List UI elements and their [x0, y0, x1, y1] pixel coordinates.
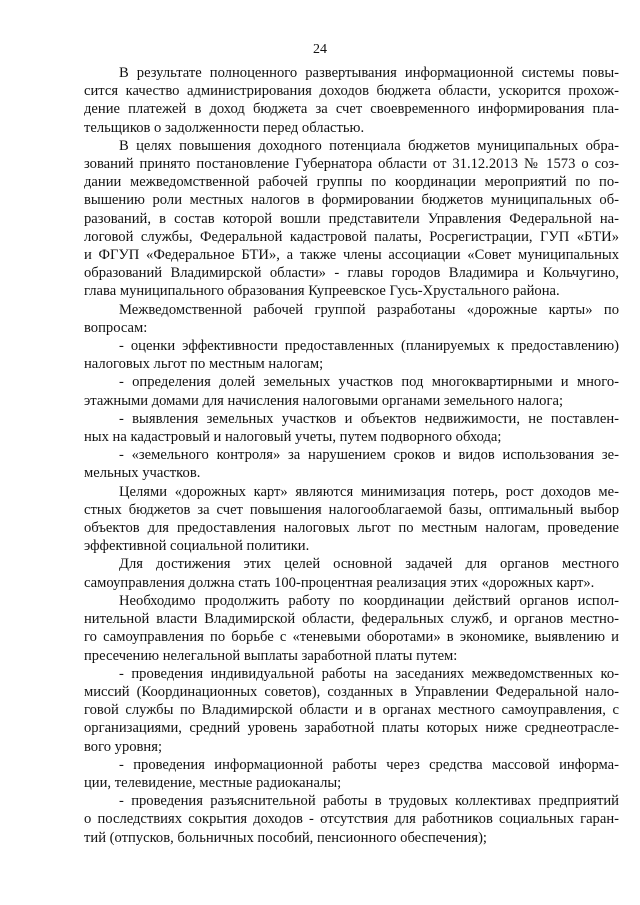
text-line: эффективной социальной политики. — [84, 538, 310, 555]
text-line: зований принято постановление Губернатора области от 31.12.2013 № 1573 о соз- — [84, 156, 619, 173]
text-line: нительной власти Владимирской области, федеральных служб, и органов местно- — [84, 611, 619, 628]
text-line: миссий (Координационных советов), созданных в Управлении Федеральной нало- — [84, 683, 619, 700]
paragraph — [84, 665, 619, 756]
text-line: вого уровня; — [84, 738, 163, 755]
text-line: - выявления земельных участков и объектов недвижимости, не поставлен- — [119, 410, 619, 427]
text-line: - оценки эффективности предоставленных (планируемых к предоставлению) — [119, 338, 619, 355]
text-line: го самоуправления по борьбе с «теневыми оборотами» в экономике, выявлению и — [84, 629, 619, 646]
text-line: и ФГУП «Федеральное БТИ», а также члены ассоциации «Совет муниципальных — [84, 247, 619, 264]
text-line: вопросам: — [84, 319, 148, 336]
page-number: 24 — [313, 42, 327, 57]
text-line: В целях повышения доходного потенциала бюджетов муниципальных обра- — [119, 137, 619, 154]
text-line: Межведомственной рабочей группой разработаны «дорожные карты» по — [119, 301, 619, 318]
text-line: тельщиков о задолженности перед областью. — [84, 119, 365, 136]
text-line: о последствиях сокрытия доходов - отсутствия для работников социальных гаран- — [84, 811, 619, 828]
text-line: пресечению нелегальной выплаты заработной платы путем: — [84, 647, 458, 664]
paragraph — [84, 555, 619, 591]
text-line: говой службы по Владимирской области и в органах местного самоуправления, с — [84, 702, 619, 719]
text-line: - «земельного контроля» за нарушением сроков и видов использования зе- — [119, 447, 619, 464]
text-line: Необходимо продолжить работу по координации действий органов испол- — [119, 592, 619, 609]
text-line: - проведения индивидуальной работы на заседаниях межведомственных ко- — [119, 665, 619, 682]
text-line: разований, в состав которой вошли представители Управления Федеральной на- — [84, 210, 619, 227]
text-line: Целями «дорожных карт» являются минимизация потерь, рост доходов ме- — [119, 483, 619, 500]
text-line: В результате полноценного развертывания информационной системы повы- — [119, 65, 619, 81]
text-line: - проведения информационной работы через средства массовой информа- — [119, 756, 619, 773]
text-line: тий (отпусков, больничных пособий, пенсионного обеспечения); — [84, 829, 487, 846]
paragraph — [84, 756, 619, 792]
text-line: вышению роли местных налогов в формировании бюджетов муниципальных об- — [84, 192, 619, 209]
text-line: дании межведомственной рабочей группы по координации мероприятий по по- — [84, 174, 619, 191]
text-line: ных на кадастровый и налоговый учеты, путем подворного обхода; — [84, 429, 502, 446]
text-line: стных бюджетов за счет повышения налогооблагаемой базы, оптимальный выбор — [84, 501, 619, 518]
text-line: Для достижения этих целей основной задачей для органов местного — [119, 556, 619, 573]
paragraph — [84, 410, 619, 446]
paragraph — [84, 792, 619, 847]
text-line: сится качество администрирования доходов бюджета области, ускорится прохож- — [84, 83, 619, 100]
paragraph — [84, 137, 619, 301]
paragraph — [84, 337, 619, 373]
paragraph — [84, 592, 619, 665]
text-line: самоуправления должна стать 100-процентная реализация этих «дорожных карт». — [84, 574, 595, 591]
text-line: мельных участков. — [84, 465, 201, 482]
paragraph — [84, 64, 619, 137]
paragraph — [84, 446, 619, 482]
text-line: дение платежей в доход бюджета за счет своевременного информирования пла- — [84, 101, 619, 118]
text-line: глава муниципального образования Купреевское Гусь-Хрустального района. — [84, 283, 560, 300]
body-text — [84, 64, 619, 847]
text-line: организациями, средний уровень заработной платы которых ниже среднеотрасле- — [84, 720, 619, 737]
text-line: этажными домами для начисления налоговыми органами земельного налога; — [84, 392, 563, 409]
text-line: - проведения разъяснительной работы в трудовых коллективах предприятий — [119, 793, 619, 810]
paragraph — [84, 373, 619, 409]
text-line: налоговых льгот по местным налогам; — [84, 356, 324, 373]
text-line: логовой службы, Федеральной кадастровой палаты, Росрегистрации, ГУП «БТИ» — [84, 228, 619, 245]
paragraph — [84, 301, 619, 337]
text-line: - определения долей земельных участков под многоквартирными и много- — [119, 374, 619, 391]
text-line: объектов для предоставления налоговых льгот по местным налогам, проведение — [84, 520, 619, 537]
text-line: ции, телевидение, местные радиоканалы; — [84, 774, 342, 791]
paragraph — [84, 483, 619, 556]
text-line: образований Владимирской области» - главы городов Владимира и Кольчугино, — [84, 265, 619, 282]
